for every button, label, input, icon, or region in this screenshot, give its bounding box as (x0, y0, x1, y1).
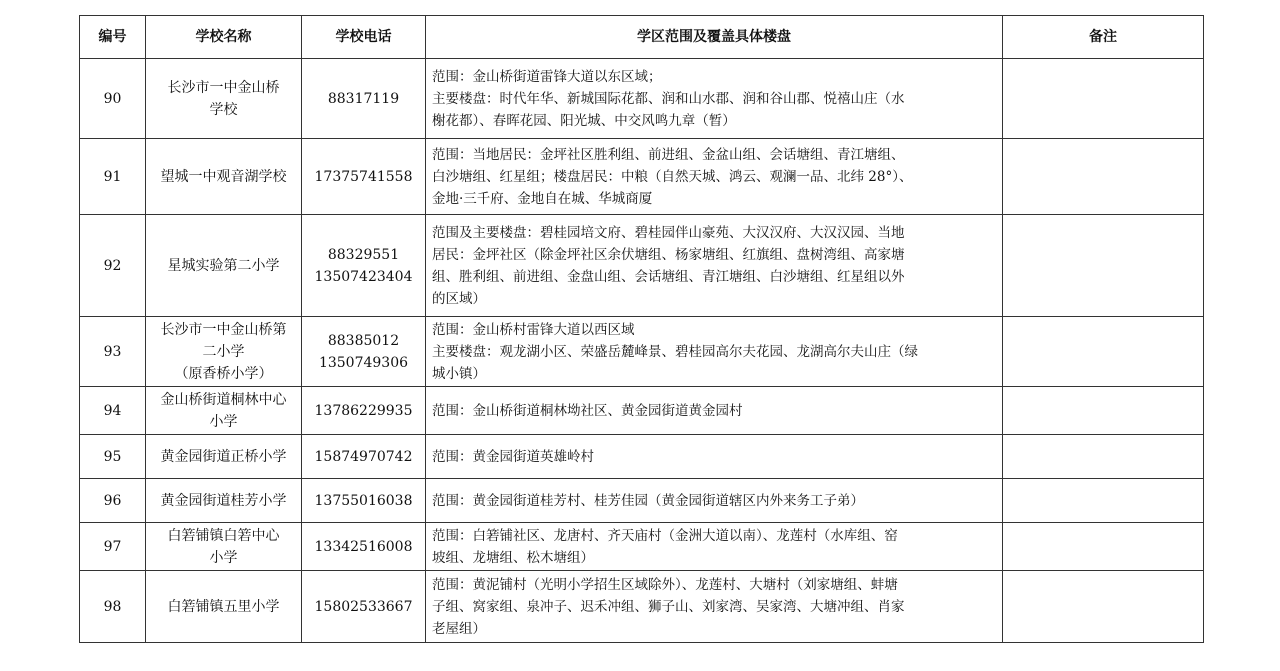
school-name (146, 59, 302, 139)
table-row (80, 215, 1204, 317)
district-scope-line: 范围：白箬铺社区、龙唐村、齐天庙村（金洲大道以南）、龙莲村（水库组、窑 (432, 527, 898, 544)
district-scope-line: 主要楼盘：时代年华、新城国际花都、润和山水郡、润和谷山郡、悦禧山庄（水 (432, 90, 905, 107)
row-number: 96 (80, 479, 146, 523)
table-row (80, 317, 1204, 387)
remarks-cell (1003, 479, 1204, 523)
district-scope-line: 主要楼盘：观龙湖小区、荣盛岳麓峰景、碧桂园高尔夫花园、龙湖高尔夫山庄（绿 (432, 343, 918, 360)
row-number: 97 (80, 523, 146, 571)
row-number: 92 (80, 215, 146, 317)
school-phone (302, 523, 426, 571)
school-phone (302, 215, 426, 317)
remarks-cell (1003, 215, 1204, 317)
header-district-scope: 学区范围及覆盖具体楼盘 (426, 16, 1003, 59)
row-number: 95 (80, 435, 146, 479)
table-row (80, 479, 1204, 523)
district-scope-line: 白沙塘组、红星组；楼盘居民：中粮（自然天城、鸿云、观澜一品、北纬 28°）、 (432, 168, 913, 185)
school-name-line: 白箬铺镇五里小学 (167, 598, 280, 615)
school-phone-line: 1350749306 (318, 354, 409, 371)
district-scope (426, 479, 1003, 523)
district-scope (426, 59, 1003, 139)
school-phone-line: 15874970742 (314, 448, 413, 465)
table-body (80, 59, 1204, 643)
school-phone-line: 13507423404 (314, 268, 413, 285)
school-phone-line: 13786229935 (314, 402, 413, 419)
remarks-cell (1003, 59, 1204, 139)
remarks-cell (1003, 387, 1204, 435)
district-scope-line: 子组、窝家组、泉冲子、迟禾冲组、狮子山、刘家湾、吴家湾、大塘冲组、肖家 (432, 598, 905, 615)
school-name-line: 星城实验第二小学 (167, 257, 280, 274)
school-name-line: 长沙市一中金山桥 (167, 79, 280, 96)
school-phone-line: 13342516008 (314, 538, 413, 555)
district-scope-line: 居民：金坪社区（除金坪社区余伏塘组、杨家塘组、红旗组、盘树湾组、高家塘 (432, 246, 905, 263)
header-school-phone: 学校电话 (302, 16, 426, 59)
row-number: 93 (80, 317, 146, 387)
school-name-line: （原香桥小学） (174, 365, 273, 382)
table-row (80, 435, 1204, 479)
district-scope-line: 范围：金山桥街道桐林坳社区、黄金园街道黄金园村 (432, 402, 743, 419)
school-name (146, 479, 302, 523)
district-scope-line: 范围及主要楼盘：碧桂园培文府、碧桂园伴山豪苑、大汉汉府、大汉汉园、当地 (432, 224, 905, 241)
district-scope (426, 387, 1003, 435)
district-scope-line: 老屋组） (432, 620, 486, 637)
remarks-cell (1003, 317, 1204, 387)
remarks-cell (1003, 435, 1204, 479)
school-name-line: 小学 (209, 549, 238, 566)
school-phone (302, 387, 426, 435)
school-name (146, 387, 302, 435)
row-number: 98 (80, 571, 146, 643)
district-scope-line: 范围：黄金园街道桂芳村、桂芳佳园（黄金园街道辖区内外来务工子弟） (432, 492, 864, 509)
district-scope (426, 139, 1003, 215)
school-name-line: 学校 (209, 101, 238, 118)
school-name-line: 望城一中观音湖学校 (160, 168, 287, 185)
district-scope-line: 榭花都）、春晖花园、阳光城、中交风鸣九章（暂） (432, 112, 736, 129)
header-remarks: 备注 (1003, 16, 1204, 59)
district-scope (426, 317, 1003, 387)
header-number: 编号 (80, 16, 146, 59)
district-scope (426, 523, 1003, 571)
school-phone-line: 88317119 (327, 90, 400, 107)
district-scope (426, 571, 1003, 643)
row-number: 94 (80, 387, 146, 435)
district-scope-line: 范围：黄金园街道英雄岭村 (432, 448, 594, 465)
row-number: 90 (80, 59, 146, 139)
school-name-line: 二小学 (202, 343, 245, 360)
school-phone-line: 88385012 (327, 332, 400, 349)
header-school-name: 学校名称 (146, 16, 302, 59)
school-name-line: 黄金园街道桂芳小学 (160, 492, 287, 509)
school-phone (302, 571, 426, 643)
school-phone (302, 479, 426, 523)
school-name-line: 白箬铺镇白箬中心 (167, 527, 280, 544)
school-phone (302, 59, 426, 139)
school-name (146, 215, 302, 317)
district-scope-line: 的区域） (432, 290, 486, 307)
district-scope-line: 组、胜利组、前进组、金盘山组、会话塘组、青江塘组、白沙塘组、红星组以外 (432, 268, 905, 285)
school-phone (302, 317, 426, 387)
district-scope-line: 坡组、龙塘组、松木塘组） (432, 549, 594, 566)
table-row (80, 523, 1204, 571)
remarks-cell (1003, 571, 1204, 643)
table-row (80, 139, 1204, 215)
school-name (146, 139, 302, 215)
district-scope-line: 范围：当地居民：金坪社区胜利组、前进组、金盆山组、会话塘组、青江塘组、 (432, 146, 905, 163)
school-phone-line: 13755016038 (314, 492, 413, 509)
school-phone (302, 139, 426, 215)
school-district-table (79, 15, 1204, 643)
district-scope-line: 金地·三千府、金地自在城、华城商厦 (432, 190, 653, 207)
remarks-cell (1003, 523, 1204, 571)
remarks-cell (1003, 139, 1204, 215)
school-phone (302, 435, 426, 479)
school-name (146, 523, 302, 571)
district-scope (426, 435, 1003, 479)
school-phone-line: 15802533667 (314, 598, 413, 615)
school-name-line: 小学 (209, 413, 238, 430)
school-name-line: 金山桥街道桐林中心 (160, 391, 287, 408)
row-number: 91 (80, 139, 146, 215)
district-scope-line: 范围：金山桥村雷锋大道以西区域 (432, 321, 635, 338)
table-row (80, 59, 1204, 139)
school-name (146, 317, 302, 387)
table-row (80, 571, 1204, 643)
school-phone-line: 88329551 (327, 246, 400, 263)
school-name-line: 黄金园街道正桥小学 (160, 448, 287, 465)
school-name-line: 长沙市一中金山桥第 (160, 321, 287, 338)
district-scope (426, 215, 1003, 317)
school-name (146, 571, 302, 643)
district-scope-line: 范围：金山桥街道雷锋大道以东区域； (432, 68, 662, 85)
district-scope-line: 范围：黄泥铺村（光明小学招生区域除外）、龙莲村、大塘村（刘家塘组、蚌塘 (432, 576, 898, 593)
table-row (80, 387, 1204, 435)
school-name (146, 435, 302, 479)
header-row (80, 16, 1204, 59)
school-phone-line: 17375741558 (314, 168, 413, 185)
district-scope-line: 城小镇） (432, 365, 486, 382)
